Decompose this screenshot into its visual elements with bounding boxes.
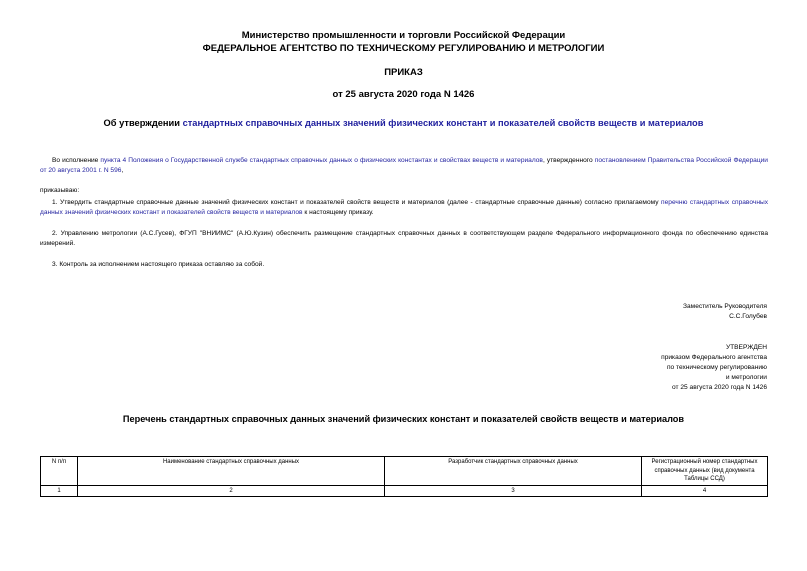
item-3: 3. Контроль за исполнением настоящего приказа оставляю за собой. — [52, 261, 265, 268]
data-table — [40, 456, 768, 497]
agency-name: ФЕДЕРАЛЬНОЕ АГЕНТСТВО ПО ТЕХНИЧЕСКОМУ РЕГУЛИРОВАНИЮ И МЕТРОЛОГИИ — [202, 43, 605, 54]
title-prefix: Об утверждении — [103, 118, 183, 128]
list-title: Перечень стандартных справочных данных значений физических констант и показателей свойств веществ и материалов — [122, 414, 685, 424]
approval-line-1: приказом Федерального агентства — [661, 354, 767, 361]
document-date-number: от 25 августа 2020 года N 1426 — [332, 89, 475, 100]
approval-line-4: от 25 августа 2020 года N 1426 — [672, 384, 767, 391]
header-name: Наименование стандартных справочных данных — [78, 457, 385, 486]
intro-start: Во исполнение — [52, 157, 101, 164]
table-header-row — [41, 457, 768, 486]
signature-position: Заместитель Руководителя — [683, 303, 767, 310]
intro-link-decree[interactable]: постановлением Правительства Российской Федерации от 20 августа 2001 г. N 596 — [40, 157, 768, 174]
header-developer: Разработчик стандартных справочных данных — [385, 457, 642, 486]
header-number: N п/п — [41, 457, 78, 486]
document-title — [0, 118, 807, 128]
header-registration: Регистрационный номер стандартных справочных данных (вид документа Таблицы ССД) — [642, 457, 768, 486]
table-row — [41, 485, 768, 497]
item-1-end: к настоящему приказу. — [302, 208, 374, 216]
item-1-link[interactable]: перечню стандартных справочных данных значений физических констант и показателей свойств веществ и материалов — [40, 199, 768, 216]
approval-word: УТВЕРЖДЕН — [725, 344, 767, 351]
col-number-3: 3 — [385, 485, 642, 497]
title-link[interactable]: стандартных справочных данных значений физических констант и показателей свойств веществ и материалов — [182, 118, 704, 128]
col-number-4: 4 — [642, 485, 768, 497]
order-word: приказываю: — [40, 187, 80, 194]
item-1-start: 1. Утвердить стандартные справочные данные значений физических констант и показателей свойств веществ и материалов (далее - стандартные справочные данные) согласно прилагаемому — [52, 199, 662, 206]
item-2: 2. Управлению метрологии (А.С.Гусев), ФГУП "ВНИИМС" (А.Ю.Кузин) обеспечить размещение стандартных справочных данных в соответствующем разделе Федерального информационного фонда по обеспечению единства измерений. — [40, 230, 768, 247]
item-1 — [40, 198, 768, 218]
intro-link-regulation[interactable]: пункта 4 Положения о Государственной службе стандартных справочных данных о физических константах и свойствах веществ и материалов — [100, 157, 543, 164]
intro-mid: , утвержденного — [542, 157, 595, 164]
col-number-1: 1 — [41, 485, 78, 497]
approval-line-2: по техническому регулированию — [666, 364, 767, 371]
document-type: ПРИКАЗ — [384, 67, 423, 78]
col-number-2: 2 — [78, 485, 385, 497]
ministry-name: Министерство промышленности и торговли Российской Федерации — [241, 30, 566, 41]
approval-line-3: и метрологии — [725, 374, 767, 381]
signature-name: С.С.Голубев — [729, 313, 767, 320]
intro-paragraph — [40, 156, 768, 176]
intro-end: , — [121, 166, 124, 174]
